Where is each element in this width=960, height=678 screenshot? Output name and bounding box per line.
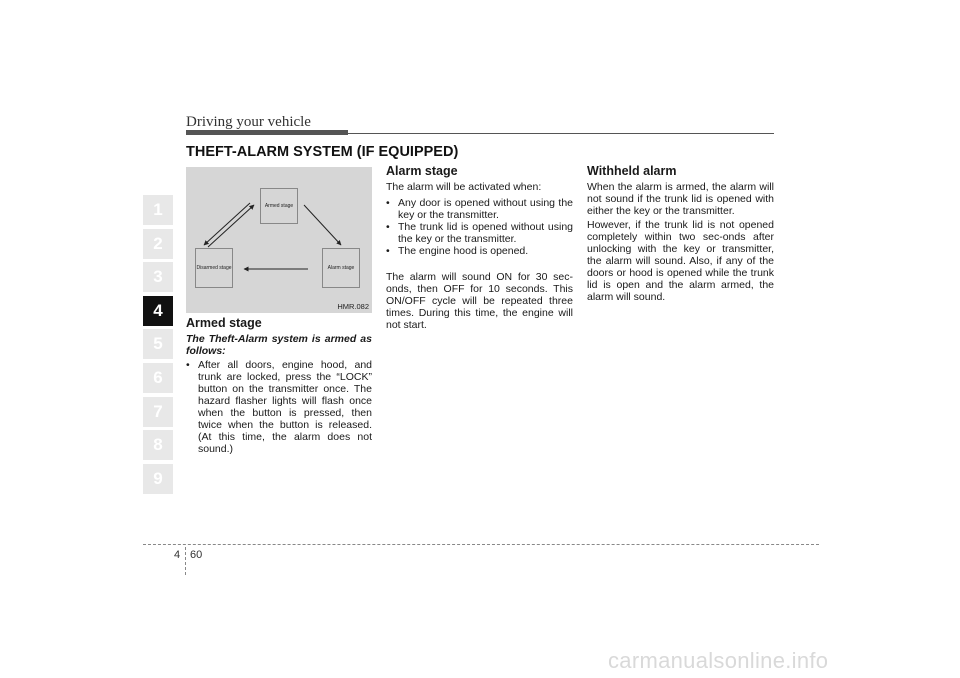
armed-stage-column <box>186 317 372 455</box>
chapter-tab-7[interactable]: 7 <box>143 397 173 427</box>
footer-chapter-number: 4 <box>174 549 181 561</box>
arrow-armed-to-disarmed <box>204 203 250 245</box>
chapter-tab-8[interactable]: 8 <box>143 430 173 460</box>
armed-stage-bullet: • After all doors, engine hood, and trunk are locked, press the “LOCK” button on the transmitter once. The hazard flasher lights will flash once when the button is pressed, then twice when the button is released. (At this time, the alarm does not sound.) <box>186 359 372 455</box>
disarmed-stage-label: Disarmed stage <box>196 265 232 271</box>
chapter-tab-2[interactable]: 2 <box>143 229 173 259</box>
armed-stage-label: Armed stage <box>264 203 294 209</box>
chapter-tab-3[interactable]: 3 <box>143 262 173 292</box>
chapter-tabs <box>143 195 173 497</box>
armed-stage-heading: Armed stage <box>186 316 262 330</box>
chapter-tab-1[interactable]: 1 <box>143 195 173 225</box>
alarm-stage-bullet-2: • The trunk lid is opened without using the key or the transmitter. <box>386 221 573 245</box>
alarm-stage-bullet-1: • Any door is opened without using the key or the transmitter. <box>386 197 573 221</box>
arrow-armed-to-alarm <box>304 205 341 245</box>
alarm-stage-diagram <box>186 167 372 313</box>
alarm-stage-column <box>386 165 573 331</box>
withheld-alarm-para-2: However, if the trunk lid is not opened completely within two sec-onds after unlocking with the key or transmitter, the alarm will sound. Also, if any of the doors or hood is opened while the trunk lid is open and the alarm armed, the alarm will sound. <box>587 219 774 303</box>
alarm-stage-note: The alarm will sound ON for 30 sec-onds, then OFF for 10 seconds. This ON/OFF cycle will be repeated three times. During this time, the engine will not start. <box>386 271 573 331</box>
armed-stage-lead: The Theft-Alarm system is armed as follows: <box>186 333 372 357</box>
footer-rule <box>143 544 819 545</box>
withheld-alarm-heading: Withheld alarm <box>587 164 677 178</box>
disarmed-stage-box <box>195 248 233 288</box>
chapter-tab-5[interactable]: 5 <box>143 329 173 359</box>
footer-page-number: 60 <box>190 549 203 561</box>
running-header: Driving your vehicle <box>186 114 311 130</box>
withheld-alarm-para-1: When the alarm is armed, the alarm will not sound if the trunk lid is opened with either the key or the transmitter. <box>587 181 774 217</box>
alarm-stage-heading: Alarm stage <box>386 164 458 178</box>
alarm-stage-box <box>322 248 360 288</box>
chapter-tab-6[interactable]: 6 <box>143 363 173 393</box>
chapter-tab-9[interactable]: 9 <box>143 464 173 494</box>
arrow-disarmed-to-armed <box>208 205 254 247</box>
watermark: carmanualsonline.info <box>608 648 829 673</box>
header-rule-thin <box>348 133 774 134</box>
footer-divider <box>185 547 186 575</box>
figure-code: HMR.082 <box>337 302 369 311</box>
header-rule <box>186 130 348 135</box>
alarm-stage-intro: The alarm will be activated when: <box>386 181 542 193</box>
armed-stage-box <box>260 188 298 224</box>
withheld-alarm-column <box>587 165 774 303</box>
alarm-stage-bullet-3: • The engine hood is opened. <box>386 245 573 257</box>
alarm-stage-label: Alarm stage <box>327 265 355 271</box>
section-title: THEFT-ALARM SYSTEM (IF EQUIPPED) <box>186 144 459 160</box>
chapter-tab-4[interactable]: 4 <box>143 296 173 326</box>
